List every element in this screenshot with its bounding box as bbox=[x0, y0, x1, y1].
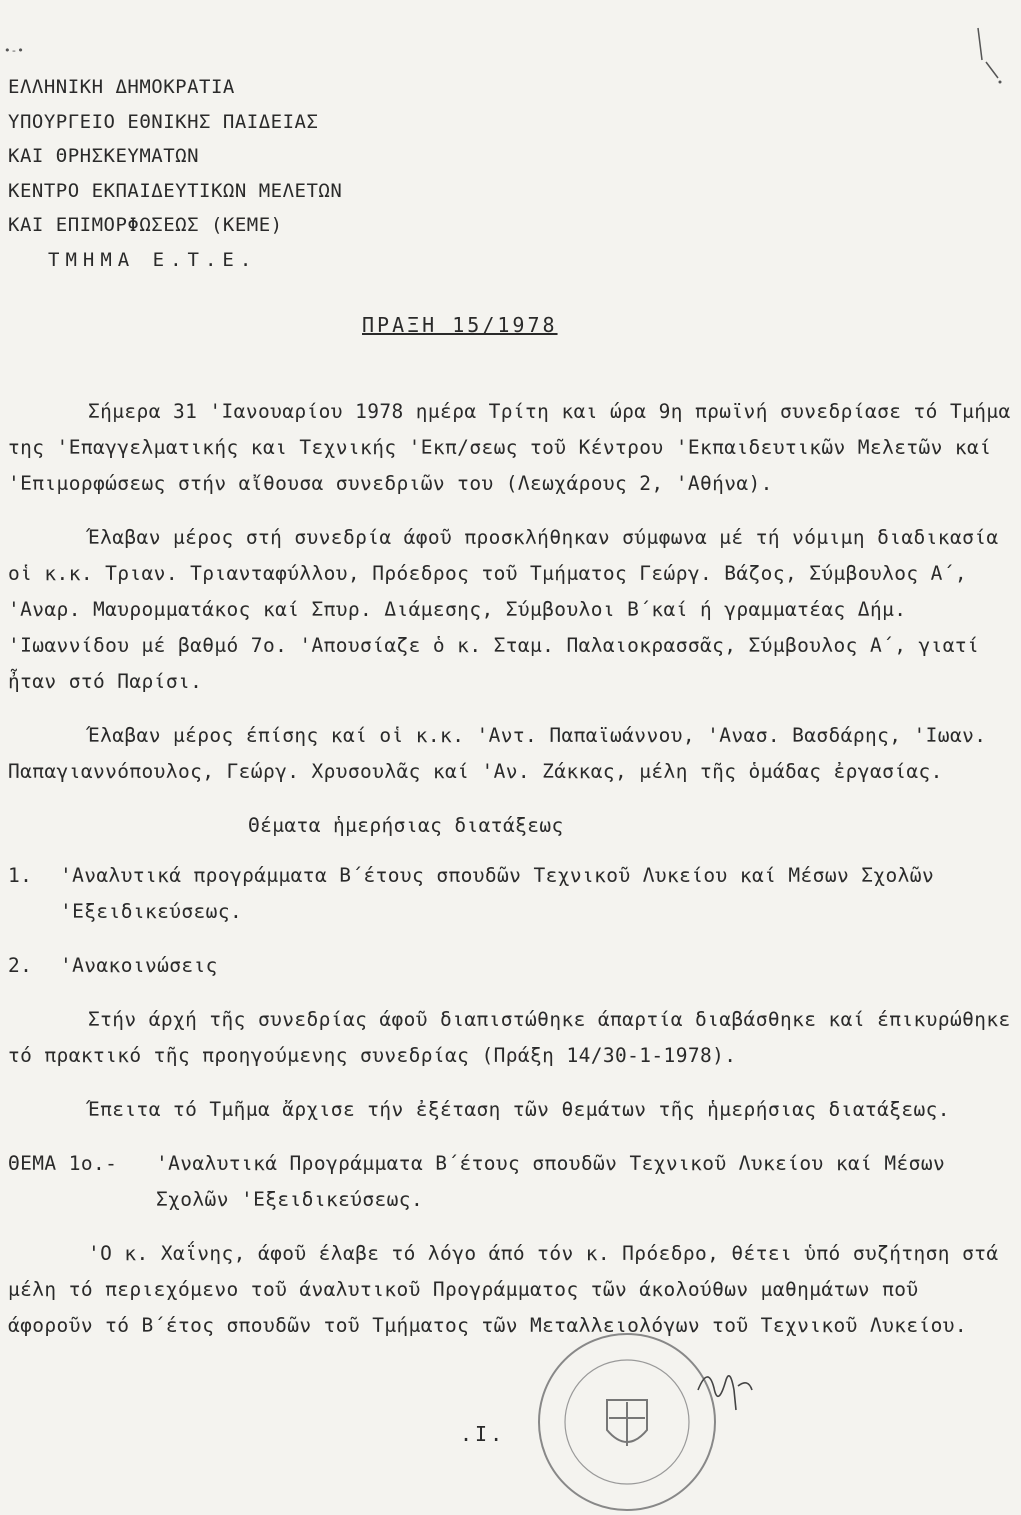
letterhead-line: ΥΠΟΥΡΓΕΙΟ ΕΘΝΙΚΗΣ ΠΑΙΔΕΙΑΣ bbox=[8, 110, 319, 133]
paragraph: Έπειτα τό Τμῆμα ἄρχισε τήν ἐξέταση τῶν θεμάτων τῆς ἡμερήσιας διατάξεως. bbox=[88, 1098, 950, 1121]
paragraph: Σήμερα 31 'Ιανουαρίου 1978 ημέρα Τρίτη και ώρα 9η πρωϊνή συνεδρίασε τό Τμήμα της 'Επαγγελματικής και Τεχνικής 'Εκπ/σεως τοῦ Κέντρου 'Εκπαιδευτικῶν Μελετῶν καί 'Επιμορφώσεως στήν αἴθουσα συνεδριῶν του (Λεωχάρους 2, 'Αθήνα). bbox=[8, 400, 1011, 495]
document-body bbox=[8, 394, 1013, 1362]
agenda-item-number: 1. bbox=[8, 864, 33, 887]
theme-text: 'Αναλυτικά Προγράμματα Β΄έτους σπουδῶν Τεχνικοῦ Λυκείου καί Μέσων Σχολῶν 'Εξειδικεύσεως. bbox=[156, 1152, 946, 1211]
theme-heading bbox=[8, 1146, 1013, 1218]
agenda-item-text: 'Ανακοινώσεις bbox=[60, 954, 218, 977]
letterhead-line: ΚΑΙ ΘΡΗΣΚΕΥΜΑΤΩΝ bbox=[8, 145, 200, 167]
theme-label: ΘΕΜΑ 1ο.- bbox=[8, 1152, 118, 1175]
paragraph: Έλαβαν μέρος έπίσης καί οἱ κ.κ. 'Αντ. Παπαϊωάννου, 'Ανασ. Βασδάρης, 'Ιωαν. Παπαγιαννόπουλος, Γεώργ. Χρυσουλᾶς καί 'Αν. Ζάκκας, μέλη τῆς ὁμάδας ἐργασίας. bbox=[8, 724, 987, 783]
paragraph: 'Ο κ. Χαΐνης, άφοῦ έλαβε τό λόγο άπό τόν κ. Πρόεδρο, θέτει ὑπό συζήτηση στά μέλη τό περιεχόμενο τοῦ άναλυτικοῦ Προγράμματος τῶν άκολούθων μαθημάτων ποῦ άφοροῦν τό Β΄έτος σπουδῶν τοῦ Τμήματος τῶν Μεταλλειολόγων τοῦ Τεχνικοῦ Λυκείου. bbox=[8, 1242, 999, 1337]
agenda-title: Θέματα ἡμερήσιας διατάξεως bbox=[248, 814, 564, 837]
document-number: ΠΡΑΞΗ 15/1978 bbox=[362, 313, 558, 337]
letterhead-line: ΚΕΝΤΡΟ ΕΚΠΑΙΔΕΥΤΙΚΩΝ ΜΕΛΕΤΩΝ bbox=[8, 179, 343, 202]
letterhead bbox=[8, 70, 342, 277]
official-seal-icon bbox=[535, 1330, 720, 1515]
paragraph: Έλαβαν μέρος στή συνεδρία άφοῦ προσκλήθηκαν σύμφωνα μέ τή νόμιμη διαδικασία οἱ κ.κ. Τριαν. Τριανταφύλλου, Πρόεδρος τοῦ Τμήματος Γεώργ. Βάζος, Σύμβουλος Α΄, 'Αναρ. Μαυρομματάκος καί Σπυρ. Διάμεσης, Σύμβουλοι Β΄καί ή γραμματέας Δήμ. 'Ιωαννίδου μέ βαθμό 7ο. 'Απουσίαζε ὁ κ. Σταμ. Παλαιοκρασσᾶς, Σύμβουλος Α΄, γιατί ἦταν στό Παρίσι. bbox=[8, 526, 999, 693]
letterhead-line: ΕΛΛΗΝΙΚΗ ΔΗΜΟΚΡΑΤΙΑ bbox=[8, 76, 235, 98]
agenda-item-text: 'Αναλυτικά προγράμματα Β΄έτους σπουδῶν Τεχνικοῦ Λυκείου καί Μέσων Σχολῶν 'Εξειδικεύσεως. bbox=[60, 864, 935, 923]
signature-icon bbox=[690, 1360, 760, 1420]
department-name: ΤΜΗΜΑ Ε.Τ.Ε. bbox=[48, 248, 258, 271]
agenda-item bbox=[8, 858, 1013, 930]
letterhead-line: ΚΑΙ ΕΠΙΜΟΡΦΩΣΕΩΣ (ΚΕΜΕ) bbox=[8, 214, 283, 236]
agenda-item bbox=[8, 948, 1013, 984]
corner-mark: •-• bbox=[4, 44, 24, 57]
pen-tick-mark-icon bbox=[968, 20, 1008, 100]
paragraph: Στήν άρχή τῆς συνεδρίας άφοῦ διαπιστώθηκε άπαρτία διαβάσθηκε καί έπικυρώθηκε τό πρακτικό τῆς προηγούμενης συνεδρίας (Πράξη 14/30-1-1978). bbox=[8, 1008, 1011, 1067]
page-marker: .Ι. bbox=[460, 1422, 506, 1446]
agenda-item-number: 2. bbox=[8, 954, 33, 977]
